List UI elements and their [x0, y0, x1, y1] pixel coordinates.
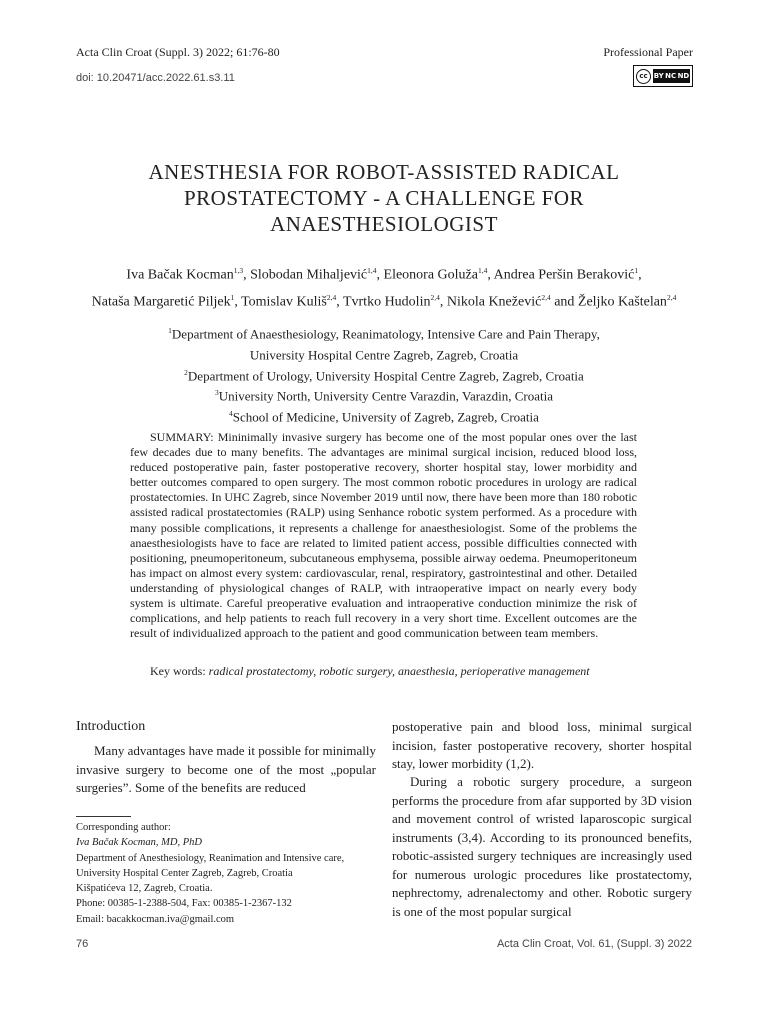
author-separator: , — [638, 267, 642, 283]
corresponding-email[interactable]: Email: bacakkocman.iva@gmail.com — [76, 913, 235, 925]
author-name: Slobodan Mihaljević — [250, 267, 368, 283]
keywords-label: Key words: — [150, 664, 209, 678]
author-name: Andrea Peršin Beraković — [493, 267, 635, 283]
author-name: Tvrtko Hudolin — [342, 294, 431, 310]
affiliation-line — [100, 343, 668, 364]
author-separator: , — [234, 294, 242, 310]
creative-commons-license-badge[interactable] — [633, 65, 693, 87]
affiliation-number: 4 — [229, 409, 233, 419]
title-line: PROSTATECTOMY - A CHALLENGE FOR — [183, 186, 585, 210]
author-line — [60, 287, 708, 314]
doi-link[interactable]: doi: 10.20471/acc.2022.61.s3.11 — [76, 72, 235, 84]
author-name: Tomislav Kuliš — [241, 294, 327, 310]
corresponding-name: Iva Bačak Kocman, MD, PhD — [76, 837, 202, 849]
introduction-paragraph: postoperative pain and blood loss, minimal surgical incision, faster postoperative recovery, shorter hospital stay, lower morbidity (1,2). — [392, 719, 692, 771]
footnote-divider — [76, 816, 131, 817]
nd-icon: ND — [677, 72, 690, 80]
cc-icon: cc — [636, 69, 651, 84]
author-affiliation-mark: 1,4 — [477, 266, 488, 275]
affiliation-number: 1 — [168, 326, 172, 335]
author-separator: and — [550, 294, 578, 310]
corresponding-address: Kišpatićeva 12, Zagreb, Croatia. — [76, 883, 213, 895]
author-list — [60, 260, 708, 313]
affiliation-line — [100, 384, 668, 405]
author-affiliation-mark: 2,4 — [326, 292, 337, 302]
affiliation-text: School of Medicine, University of Zagreb, Zagreb, Croatia — [232, 409, 539, 425]
title-line: ANAESTHESIOLOGIST — [270, 212, 498, 236]
author-name: Iva Bačak Kocman — [126, 267, 234, 283]
introduction-heading: Introduction — [76, 719, 146, 734]
affiliation-number: 2 — [184, 367, 188, 377]
corresponding-label: Corresponding author: — [76, 822, 171, 833]
author-affiliation-mark: 1 — [230, 292, 235, 302]
affiliation-text: Department of Anaesthesiology, Reanimatology, Intensive Care and Pain Therapy, — [171, 326, 600, 342]
corresponding-phone: Phone: 00385-1-2388-504, Fax: 00385-1-2367-132 — [76, 898, 292, 910]
author-name: Nataša Margaretić Piljek — [91, 294, 231, 310]
footer-journal-reference: Acta Clin Croat, Vol. 61, (Suppl. 3) 2022 — [496, 938, 692, 950]
introduction-paragraph: Many advantages have made it possible for minimally invasive surgery to become one of the most „popular surgeries”. Some of the benefits are reduced — [76, 743, 376, 795]
affiliation-line — [100, 405, 668, 426]
author-affiliation-mark: 1,3 — [233, 266, 244, 275]
author-name: Eleonora Goluža — [383, 267, 478, 283]
affiliation-text: University North, University Centre Varazdin, Varazdin, Croatia — [218, 388, 553, 404]
keywords-terms: radical prostatectomy, robotic surgery, anaesthesia, perioperative management — [208, 664, 590, 678]
page-number: 76 — [76, 938, 89, 950]
author-line — [60, 260, 708, 287]
affiliation-number: 3 — [215, 388, 219, 398]
keywords — [150, 664, 637, 679]
author-name: Nikola Knežević — [446, 294, 542, 310]
paper-title — [100, 159, 668, 237]
license-terms — [653, 69, 690, 83]
journal-reference: Acta Clin Croat (Suppl. 3) 2022; 61:76-80 — [76, 45, 280, 59]
author-affiliation-mark: 1,4 — [367, 266, 377, 275]
author-separator: , — [243, 267, 251, 283]
abstract-summary: SUMMARY: Mininimally invasive surgery has become one of the most popular ones over the last few decades due to many benefits. The advantages are minimal surgical incision, reduced blood loss, reduced postoperative pain, faster postoperative recovery, shorter hospital stay, lower morbidity and better outcomes compared to open surgery. The most common robotic procedures in urology are radical prostatectomies. In UHC Zagreb, since November 2019 until now, there have been more than 180 robotic assisted radical prostatectomies (RALP) using Senhance robotic system performed. As a procedure with many possible complications, it represents a challenge for anaesthesiologist. Some of the problems the anaesthesiologists have to face are related to limited patient access, possible difficulties connected with positioning, pneumoperitoneum, subcutaneous emphysema, possible airway oedema. Pneumoperitoneum has impact on almost every system: cardiovascular, renal, respiratory, gastrointestinal and other. Detailed understanding of physiological changes of RALP, with intraoperative impact on nearly every body system is ultimate. Careful preoperative evaluation and intraoperative conduction minimize the risk of complications, and help patients to reach full recovery in a very short time. Excellent outcomes are the result of individualized approach to the patient and good communication between team members. — [130, 430, 637, 641]
author-affiliation-mark: 2,4 — [430, 292, 440, 302]
author-name: Željko Kaštelan — [577, 294, 667, 310]
author-separator: , — [336, 294, 343, 310]
corresponding-institution: University Hospital Center Zagreb, Zagreb, Croatia — [76, 867, 293, 879]
author-affiliation-mark: 2,4 — [541, 292, 551, 302]
affiliation-line — [100, 364, 668, 385]
affiliation-text: University Hospital Centre Zagreb, Zagreb, Croatia — [249, 347, 519, 363]
author-separator: , — [376, 267, 384, 283]
author-separator: , — [487, 267, 494, 283]
affiliation-line — [100, 322, 668, 343]
introduction-paragraph: During a robotic surgery procedure, a surgeon performs the procedure from afar supported by 3D vision and movement control of wristed laparoscopic surgical instruments (3,4). According to its pronounced benefits, robotic-assisted surgery techniques are increasingly used for numerous urologic procedures like prostatectomy, nephrectomy, adrenalectomy and other. Robotic surgery is one of the most popular surgical — [392, 774, 692, 919]
title-line: ANESTHESIA FOR ROBOT-ASSISTED RADICAL — [148, 160, 620, 184]
corresponding-department: Department of Anesthesiology, Reanimation and Intensive care, — [76, 852, 345, 864]
affiliation-text: Department of Urology, University Hospital Centre Zagreb, Zagreb, Croatia — [187, 367, 584, 383]
paper-type-label: Professional Paper — [603, 45, 693, 59]
author-affiliation-mark: 1 — [634, 266, 639, 275]
nc-icon: NC — [665, 72, 677, 80]
author-separator: , — [439, 294, 447, 310]
by-icon: BY — [653, 72, 664, 80]
corresponding-author-block — [76, 820, 386, 927]
author-affiliation-mark: 2,4 — [666, 292, 677, 302]
affiliations — [100, 322, 668, 426]
